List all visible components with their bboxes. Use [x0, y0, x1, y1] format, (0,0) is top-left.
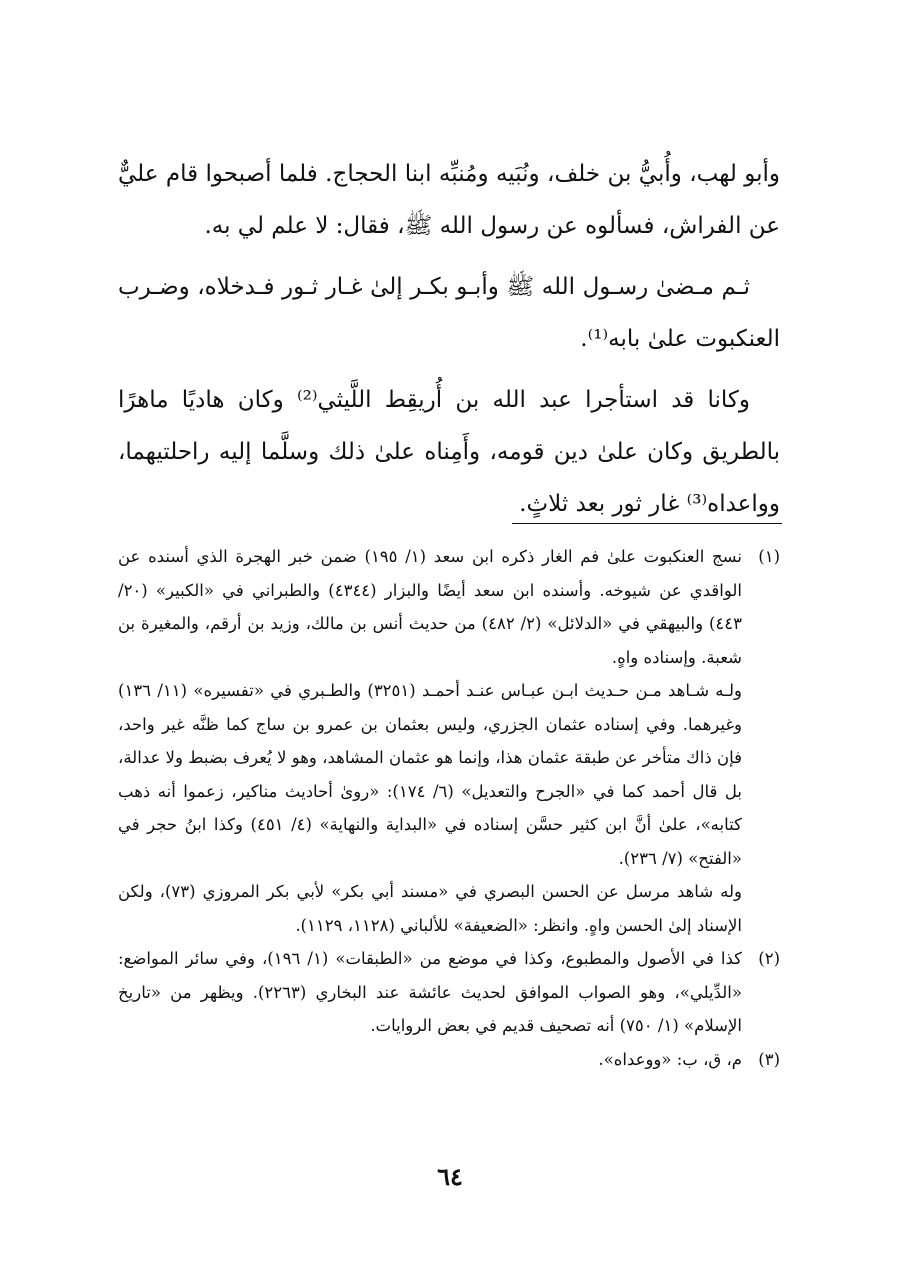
body-paragraph-2: ثـم مـضىٰ رسـول الله ﷺ وأبـو بكـر إلىٰ غـار ثـور فـدخلاه، وضـرب العنكبوت علىٰ بابه⁽¹⁾. — [118, 274, 780, 352]
footnote-number: (٢) — [758, 949, 780, 968]
main-text — [118, 148, 780, 539]
footnote-3 — [118, 1043, 780, 1077]
footnote-number: (١) — [758, 547, 780, 566]
footnote-number: (٣) — [758, 1049, 780, 1069]
footnote-separator — [512, 523, 782, 524]
footnote-paragraph: كذا في الأصول والمطبوع، وكذا في موضع من «الطبقات» (١/ ١٩٦)، وفي سائر المواضع: «الدِّيلي»، وهو الصواب الموافق لحديث عائشة عند البخاري (٢٢٦٣). ويظهر من «تاريخ الإسلام» (١/ ٧٥٠) أنه تصحيف قديم في بعض الروايات. — [118, 949, 743, 1035]
footnote-paragraph: ولـه شـاهد مـن حـديث ابـن عبـاس عنـد أحمـد (٣٢٥١) والطـبري في «تفسيره» (١١/ ١٣٦) وغيرهما. وفي إسناده عثمان الجزري، وليس بعثمان بن عمرو بن ساج كما ظنَّه غير واحد، فإن ذاك متأخر عن طبقة عثمان هذا، وإنما هو عثمان المشاهد، وهو لا يُعرف بضبط ولا عدالة، بل قال أحمد كما في «الجرح والتعديل» (٦/ ١٧٤): «روىٰ أحاديث مناكير، زعموا أنه ذهب كتابه»، علىٰ أنَّ ابن كثير حسَّن إسناده في «البداية والنهاية» (٤/ ٤٥١) وكذا ابنُ حجر في «الفتح» (٧/ ٢٣٦). — [118, 681, 742, 868]
body-paragraph-3: وكانا قد استأجرا عبد الله بن أُريقِط اللَّيثي⁽²⁾ وكان هاديًا ماهرًا بالطريق وكان علىٰ دين قومه، وأَمِناه علىٰ ذلك وسلَّما إليه راحلتيهما، وواعداه⁽³⁾ غار ثور بعد ثلاثٍ. — [118, 387, 780, 517]
footnote-1 — [118, 540, 780, 942]
footnote-body — [118, 540, 742, 942]
body-paragraph-1: وأبو لهب، وأُبيُّ بن خلف، ونُبَيه ومُنبِّه ابنا الحجاج. فلما أصبحوا قام عليٌّ عن الفراش، فسألوه عن رسول الله ﷺ، فقال: لا علم لي به. — [118, 161, 780, 239]
footnote-paragraph: م، ق، ب: «ووعداه». — [598, 1049, 742, 1069]
footnote-2 — [118, 942, 780, 1043]
footnote-body — [118, 1043, 742, 1077]
footnotes — [118, 540, 780, 1076]
footnote-body — [118, 942, 742, 1043]
footnote-paragraph: نسج العنكبوت علىٰ فم الغار ذكره ابن سعد (١/ ١٩٥) ضمن خبر الهجرة الذي أسنده عن الواقدي عن شيوخه. وأسنده ابن سعد أيضًا والبزار (٤٣٤٤) والطبراني في «الكبير» (٢٠/ ٤٤٣) والبيهقي في «الدلائل» (٢/ ٤٨٢) من حديث أنس بن مالك، وزيد بن أرقم، والمغيرة بن شعبة. وإسناده واهٍ. — [118, 547, 742, 667]
footnote-paragraph: وله شاهد مرسل عن الحسن البصري في «مسند أبي بكر» لأبي بكر المروزي (٧٣)، ولكن الإسناد إلىٰ الحسن واهٍ. وانظر: «الضعيفة» للألباني (١١٢٨، ١١٢٩). — [118, 882, 742, 935]
page-number: ٦٤ — [437, 1162, 463, 1191]
